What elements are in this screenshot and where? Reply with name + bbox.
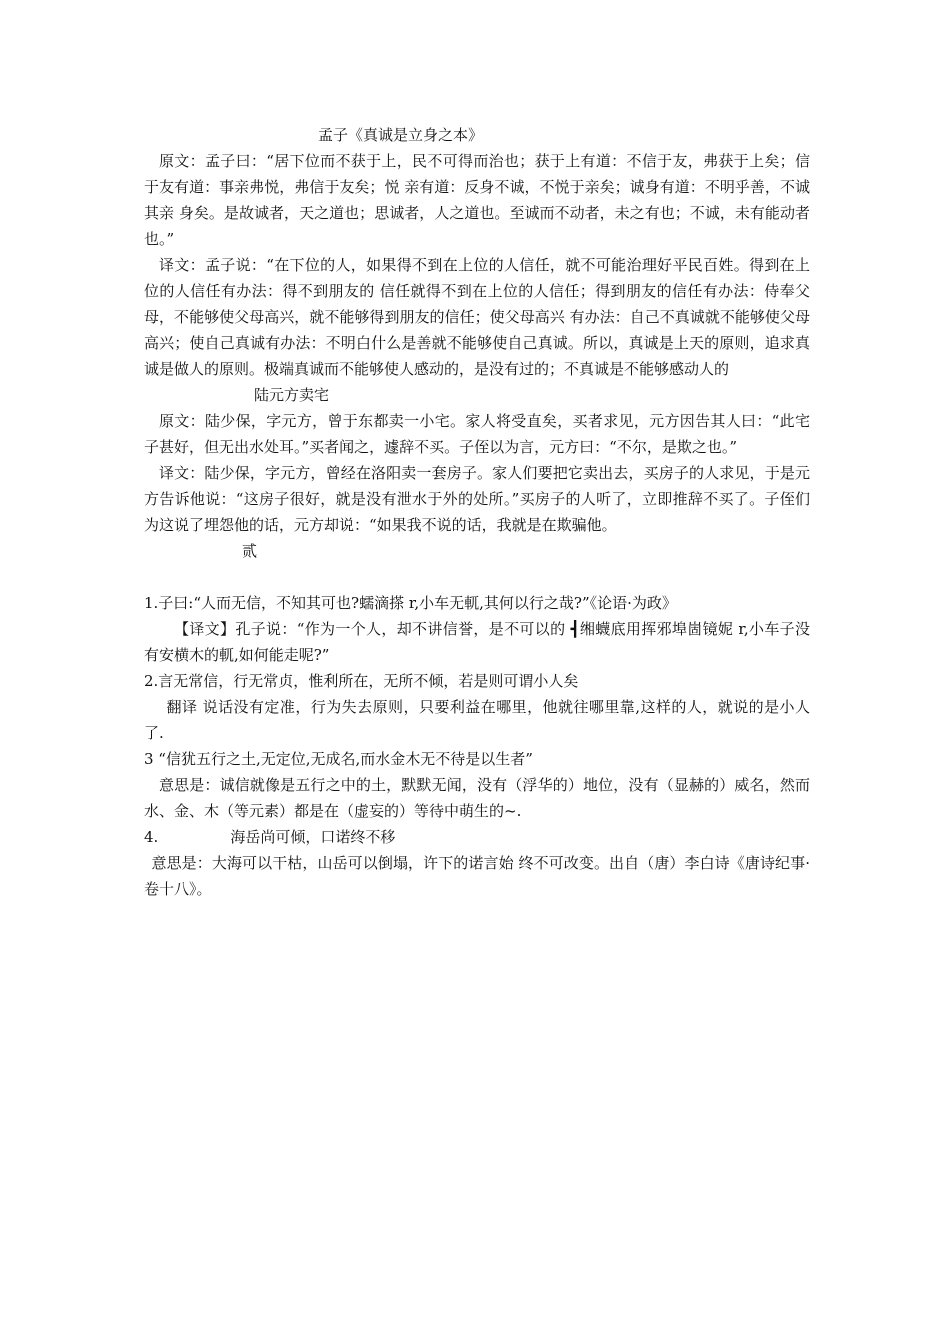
quote-1: 1.子曰:“人而无信，不知其可也?蠕滴搽 r,小车无軏,其何以行之哉?”《论语·为政》 [144,594,677,612]
document-body [144,122,810,902]
quote-1-translation: 【译文】孔子说：“作为一个人，却不讲信誉，是不可以的 ┫缃蠛底用挥邪埠崮镜妮 r,小车子没有安横木的軏,如何能走呢?” [144,620,810,664]
quote-4 [144,824,810,850]
quote-3-translation: 意思是：诚信就像是五行之中的土，默默无闻，没有（浮华的）地位，没有（显赫的）威名，然而水、金、木（等元素）都是在（虚妄的）等待中萌生的~. [144,776,810,820]
section-title-lu-yuanfang: 陆元方卖宅 [254,386,330,404]
quote-2-translation: 翻译 说话没有定准，行为失去原则，只要利益在哪里，他就往哪里靠,这样的人，就说的是小人了. [144,698,810,742]
blank-line [144,564,810,590]
mencius-original-text: 原文：孟子曰：“居下位而不获于上，民不可得而治也；获于上有道：不信于友，弗获于上矣；信于友有道：事亲弗悦，弗信于友矣；悦 亲有道：反身不诚，不悦于亲矣；诚身有道：不明乎善，不诚其亲 身矣。是故诚者，天之道也；思诚者，人之道也。至诚而不动者，未之有也；不诚，未有能动者也。” [144,152,810,248]
quote-3: 3 “信犹五行之土,无定位,无成名,而水金木无不待是以生者” [144,750,533,768]
quote-2: 2.言无常信，行无常贞，惟利所在，无所不倾，若是则可谓小人矣 [144,672,579,690]
lu-original-text: 原文：陆少保，字元方，曾于东都卖一小宅。家人将受直矣，买者求见，元方因告其人曰：“此宅子甚好，但无出水处耳。”买者闻之，遽辞不买。子侄以为言，元方曰：“不尔，是欺之也。” [144,412,810,456]
mencius-translation-text: 译文：孟子说：“在下位的人，如果得不到在上位的人信任，就不可能治理好平民百姓。得到在上位的人信任有办法：得不到朋友的 信任就得不到在上位的人信任；得到朋友的信任有办法：侍奉父母，不能够使父母高兴，就不能够得到朋友的信任；使父母高兴 有办法：自己不真诚就不能够使父母高兴；使自己真诚有办法：不明白什么是善就不能够使自己真诚。所以，真诚是上天的原则，追求真诚是做人的原则。极端真诚而不能够使人感动的，是没有过的；不真诚是不能够感动人的 [144,256,810,378]
quote-4-number: 4. [144,828,159,846]
quote-4-text: 海岳尚可倾，口诺终不移 [230,828,396,846]
lu-translation-text: 译文：陆少保，字元方，曾经在洛阳卖一套房子。家人们要把它卖出去，买房子的人求见，于是元方告诉他说：“这房子很好，就是没有泄水于外的处所。”买房子的人听了，立即推辞不买了。子侄们为这说了埋怨他的话，元方却说：“如果我不说的话，我就是在欺骗他。 [144,464,810,534]
quote-4-translation: 意思是：大海可以干枯，山岳可以倒塌，许下的诺言始 终不可改变。出自（唐）李白诗《唐诗纪事·卷十八》。 [144,854,810,898]
section-title-two: 贰 [242,542,258,560]
section-title-mencius: 孟子《真诚是立身之本》 [318,126,484,144]
